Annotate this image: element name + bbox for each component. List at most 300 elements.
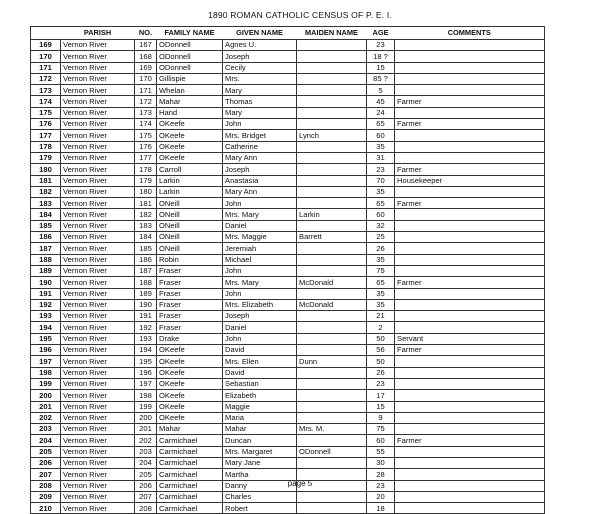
age-cell: 32: [367, 220, 395, 231]
parish-cell: Vernon River: [61, 480, 135, 491]
parish-cell: Vernon River: [61, 73, 135, 84]
given-name-cell: Sebastian: [223, 378, 297, 389]
maiden-name-cell: ODonnell: [297, 446, 367, 457]
row-number-cell: 173: [31, 85, 61, 96]
comments-cell: Farmer: [395, 164, 545, 175]
household-number-cell: 187: [135, 265, 157, 276]
family-name-cell: OKeefe: [157, 378, 223, 389]
maiden-name-cell: Larkin: [297, 209, 367, 220]
family-name-cell: Carmichael: [157, 480, 223, 491]
table-row: [31, 220, 545, 231]
household-number-cell: 194: [135, 345, 157, 356]
age-cell: 9: [367, 412, 395, 423]
household-number-cell: 190: [135, 299, 157, 310]
row-number-cell: 202: [31, 412, 61, 423]
maiden-name-cell: [297, 164, 367, 175]
household-number-cell: 176: [135, 141, 157, 152]
family-name-cell: Carmichael: [157, 503, 223, 514]
table-row: [31, 141, 545, 152]
table-row: [31, 164, 545, 175]
family-name-cell: Fraser: [157, 265, 223, 276]
household-number-cell: 199: [135, 401, 157, 412]
family-name-cell: Fraser: [157, 299, 223, 310]
comments-cell: [395, 141, 545, 152]
comments-cell: Servant: [395, 333, 545, 344]
comments-cell: [395, 412, 545, 423]
maiden-name-cell: [297, 457, 367, 468]
given-name-cell: Michael: [223, 254, 297, 265]
row-number-cell: 204: [31, 435, 61, 446]
parish-cell: Vernon River: [61, 435, 135, 446]
table-row: [31, 345, 545, 356]
maiden-name-cell: [297, 333, 367, 344]
family-name-cell: Fraser: [157, 288, 223, 299]
parish-cell: Vernon River: [61, 277, 135, 288]
household-number-cell: 205: [135, 469, 157, 480]
family-name-cell: Drake: [157, 333, 223, 344]
table-row: [31, 446, 545, 457]
row-number-cell: 209: [31, 491, 61, 502]
maiden-name-cell: [297, 51, 367, 62]
table-row: [31, 198, 545, 209]
parish-cell: Vernon River: [61, 401, 135, 412]
family-name-cell: Carmichael: [157, 457, 223, 468]
age-cell: 23: [367, 164, 395, 175]
age-cell: 60: [367, 209, 395, 220]
parish-cell: Vernon River: [61, 198, 135, 209]
maiden-name-cell: [297, 175, 367, 186]
table-row: [31, 378, 545, 389]
given-name-cell: Mary: [223, 107, 297, 118]
household-number-cell: 206: [135, 480, 157, 491]
table-row: [31, 254, 545, 265]
age-cell: 24: [367, 107, 395, 118]
comments-cell: [395, 356, 545, 367]
given-name-cell: David: [223, 345, 297, 356]
comments-cell: [395, 209, 545, 220]
parish-cell: Vernon River: [61, 345, 135, 356]
comments-cell: [395, 424, 545, 435]
maiden-name-cell: [297, 390, 367, 401]
column-header-row-number: [31, 27, 61, 40]
age-cell: 70: [367, 175, 395, 186]
parish-cell: Vernon River: [61, 209, 135, 220]
age-cell: 35: [367, 288, 395, 299]
age-cell: 65: [367, 198, 395, 209]
family-name-cell: OKeefe: [157, 401, 223, 412]
row-number-cell: 180: [31, 164, 61, 175]
family-name-cell: OKeefe: [157, 130, 223, 141]
household-number-cell: 167: [135, 40, 157, 51]
parish-cell: Vernon River: [61, 457, 135, 468]
age-cell: 65: [367, 119, 395, 130]
table-row: [31, 40, 545, 51]
comments-cell: [395, 243, 545, 254]
age-cell: 60: [367, 435, 395, 446]
comments-cell: [395, 130, 545, 141]
table-row: [31, 209, 545, 220]
row-number-cell: 207: [31, 469, 61, 480]
parish-cell: Vernon River: [61, 424, 135, 435]
row-number-cell: 171: [31, 62, 61, 73]
household-number-cell: 182: [135, 209, 157, 220]
family-name-cell: Fraser: [157, 322, 223, 333]
family-name-cell: ONeill: [157, 209, 223, 220]
family-name-cell: ODonnell: [157, 40, 223, 51]
maiden-name-cell: [297, 85, 367, 96]
comments-cell: [395, 311, 545, 322]
table-row: [31, 243, 545, 254]
age-cell: 60: [367, 130, 395, 141]
comments-cell: Farmer: [395, 119, 545, 130]
table-row: [31, 175, 545, 186]
age-cell: 35: [367, 141, 395, 152]
comments-cell: Farmer: [395, 277, 545, 288]
parish-cell: Vernon River: [61, 152, 135, 163]
table-row: [31, 412, 545, 423]
family-name-cell: OKeefe: [157, 119, 223, 130]
comments-cell: Housekeeper: [395, 175, 545, 186]
row-number-cell: 208: [31, 480, 61, 491]
row-number-cell: 203: [31, 424, 61, 435]
household-number-cell: 207: [135, 491, 157, 502]
parish-cell: Vernon River: [61, 367, 135, 378]
household-number-cell: 181: [135, 198, 157, 209]
parish-cell: Vernon River: [61, 186, 135, 197]
table-row: [31, 424, 545, 435]
comments-cell: [395, 85, 545, 96]
family-name-cell: OKeefe: [157, 356, 223, 367]
maiden-name-cell: [297, 345, 367, 356]
maiden-name-cell: [297, 198, 367, 209]
given-name-cell: Duncan: [223, 435, 297, 446]
parish-cell: Vernon River: [61, 356, 135, 367]
household-number-cell: 202: [135, 435, 157, 446]
table-row: [31, 265, 545, 276]
household-number-cell: 168: [135, 51, 157, 62]
given-name-cell: John: [223, 333, 297, 344]
row-number-cell: 192: [31, 299, 61, 310]
row-number-cell: 179: [31, 152, 61, 163]
table-row: [31, 152, 545, 163]
comments-cell: [395, 367, 545, 378]
family-name-cell: ODonnell: [157, 62, 223, 73]
row-number-cell: 199: [31, 378, 61, 389]
parish-cell: Vernon River: [61, 491, 135, 502]
table-row: [31, 186, 545, 197]
family-name-cell: Mahar: [157, 424, 223, 435]
maiden-name-cell: [297, 401, 367, 412]
given-name-cell: David: [223, 367, 297, 378]
age-cell: 17: [367, 390, 395, 401]
family-name-cell: OKeefe: [157, 367, 223, 378]
parish-cell: Vernon River: [61, 107, 135, 118]
parish-cell: Vernon River: [61, 390, 135, 401]
household-number-cell: 204: [135, 457, 157, 468]
maiden-name-cell: Lynch: [297, 130, 367, 141]
row-number-cell: 187: [31, 243, 61, 254]
parish-cell: Vernon River: [61, 85, 135, 96]
maiden-name-cell: [297, 186, 367, 197]
maiden-name-cell: Dunn: [297, 356, 367, 367]
given-name-cell: Danny: [223, 480, 297, 491]
maiden-name-cell: [297, 141, 367, 152]
maiden-name-cell: [297, 73, 367, 84]
given-name-cell: Jeremiah: [223, 243, 297, 254]
table-row: [31, 367, 545, 378]
maiden-name-cell: [297, 265, 367, 276]
age-cell: 35: [367, 299, 395, 310]
comments-cell: [395, 220, 545, 231]
given-name-cell: Cecily: [223, 62, 297, 73]
row-number-cell: 172: [31, 73, 61, 84]
parish-cell: Vernon River: [61, 119, 135, 130]
parish-cell: Vernon River: [61, 322, 135, 333]
household-number-cell: 200: [135, 412, 157, 423]
parish-cell: Vernon River: [61, 265, 135, 276]
given-name-cell: Daniel: [223, 322, 297, 333]
parish-cell: Vernon River: [61, 130, 135, 141]
maiden-name-cell: [297, 322, 367, 333]
age-cell: 26: [367, 243, 395, 254]
parish-cell: Vernon River: [61, 311, 135, 322]
comments-cell: [395, 299, 545, 310]
given-name-cell: Maggie: [223, 401, 297, 412]
row-number-cell: 185: [31, 220, 61, 231]
table-row: [31, 457, 545, 468]
maiden-name-cell: [297, 107, 367, 118]
given-name-cell: Mrs. Maggie: [223, 232, 297, 243]
age-cell: 35: [367, 254, 395, 265]
given-name-cell: Mary Ann: [223, 152, 297, 163]
family-name-cell: OKeefe: [157, 412, 223, 423]
maiden-name-cell: [297, 40, 367, 51]
age-cell: 15: [367, 401, 395, 412]
column-header-age: AGE: [367, 27, 395, 40]
household-number-cell: 186: [135, 254, 157, 265]
column-header-comments: COMMENTS: [395, 27, 545, 40]
household-number-cell: 197: [135, 378, 157, 389]
given-name-cell: John: [223, 265, 297, 276]
row-number-cell: 177: [31, 130, 61, 141]
table-row: [31, 96, 545, 107]
household-number-cell: 195: [135, 356, 157, 367]
maiden-name-cell: Mrs. M.: [297, 424, 367, 435]
maiden-name-cell: [297, 378, 367, 389]
family-name-cell: Carroll: [157, 164, 223, 175]
row-number-cell: 205: [31, 446, 61, 457]
row-number-cell: 176: [31, 119, 61, 130]
comments-cell: [395, 107, 545, 118]
row-number-cell: 195: [31, 333, 61, 344]
family-name-cell: OKeefe: [157, 152, 223, 163]
table-row: [31, 356, 545, 367]
row-number-cell: 191: [31, 288, 61, 299]
maiden-name-cell: [297, 254, 367, 265]
census-table: [30, 26, 545, 514]
maiden-name-cell: [297, 412, 367, 423]
column-header-given-name: GIVEN NAME: [223, 27, 297, 40]
age-cell: 75: [367, 265, 395, 276]
age-cell: 31: [367, 152, 395, 163]
parish-cell: Vernon River: [61, 412, 135, 423]
age-cell: 45: [367, 96, 395, 107]
household-number-cell: 169: [135, 62, 157, 73]
family-name-cell: OKeefe: [157, 345, 223, 356]
household-number-cell: 173: [135, 107, 157, 118]
age-cell: 65: [367, 277, 395, 288]
parish-cell: Vernon River: [61, 254, 135, 265]
comments-cell: [395, 457, 545, 468]
maiden-name-cell: [297, 119, 367, 130]
family-name-cell: ONeill: [157, 243, 223, 254]
family-name-cell: ONeill: [157, 220, 223, 231]
comments-cell: [395, 51, 545, 62]
table-row: [31, 299, 545, 310]
parish-cell: Vernon River: [61, 333, 135, 344]
row-number-cell: 175: [31, 107, 61, 118]
comments-cell: [395, 491, 545, 502]
family-name-cell: Larkin: [157, 175, 223, 186]
parish-cell: Vernon River: [61, 51, 135, 62]
maiden-name-cell: [297, 491, 367, 502]
household-number-cell: 189: [135, 288, 157, 299]
given-name-cell: Mrs. Bridget: [223, 130, 297, 141]
table-header-row: [31, 27, 545, 40]
given-name-cell: Catherine: [223, 141, 297, 152]
parish-cell: Vernon River: [61, 220, 135, 231]
given-name-cell: John: [223, 288, 297, 299]
column-header-no: NO.: [135, 27, 157, 40]
table-row: [31, 401, 545, 412]
given-name-cell: Anastasia: [223, 175, 297, 186]
age-cell: 18 ?: [367, 51, 395, 62]
row-number-cell: 190: [31, 277, 61, 288]
row-number-cell: 201: [31, 401, 61, 412]
household-number-cell: 178: [135, 164, 157, 175]
given-name-cell: Mrs. Elizabeth: [223, 299, 297, 310]
parish-cell: Vernon River: [61, 288, 135, 299]
household-number-cell: 188: [135, 277, 157, 288]
age-cell: 75: [367, 424, 395, 435]
comments-cell: [395, 390, 545, 401]
household-number-cell: 177: [135, 152, 157, 163]
given-name-cell: Thomas: [223, 96, 297, 107]
household-number-cell: 180: [135, 186, 157, 197]
age-cell: 56: [367, 345, 395, 356]
row-number-cell: 182: [31, 186, 61, 197]
family-name-cell: Larkin: [157, 186, 223, 197]
age-cell: 26: [367, 367, 395, 378]
row-number-cell: 193: [31, 311, 61, 322]
column-header-parish: PARISH: [61, 27, 135, 40]
parish-cell: Vernon River: [61, 243, 135, 254]
maiden-name-cell: [297, 311, 367, 322]
given-name-cell: Mary: [223, 85, 297, 96]
comments-cell: [395, 232, 545, 243]
comments-cell: Farmer: [395, 96, 545, 107]
age-cell: 18: [367, 503, 395, 514]
comments-cell: [395, 254, 545, 265]
household-number-cell: 191: [135, 311, 157, 322]
maiden-name-cell: [297, 96, 367, 107]
given-name-cell: Agnes U.: [223, 40, 297, 51]
row-number-cell: 194: [31, 322, 61, 333]
table-row: [31, 62, 545, 73]
given-name-cell: Martha: [223, 469, 297, 480]
table-body: [31, 40, 545, 514]
row-number-cell: 184: [31, 209, 61, 220]
given-name-cell: Daniel: [223, 220, 297, 231]
given-name-cell: Joseph: [223, 311, 297, 322]
age-cell: 35: [367, 186, 395, 197]
table-row: [31, 333, 545, 344]
given-name-cell: Mrs. Ellen: [223, 356, 297, 367]
household-number-cell: 174: [135, 119, 157, 130]
household-number-cell: 192: [135, 322, 157, 333]
age-cell: 25: [367, 232, 395, 243]
given-name-cell: Mrs. Mary: [223, 209, 297, 220]
row-number-cell: 188: [31, 254, 61, 265]
parish-cell: Vernon River: [61, 96, 135, 107]
given-name-cell: Elizabeth: [223, 390, 297, 401]
family-name-cell: Fraser: [157, 311, 223, 322]
family-name-cell: Carmichael: [157, 435, 223, 446]
age-cell: 85 ?: [367, 73, 395, 84]
given-name-cell: Robert: [223, 503, 297, 514]
family-name-cell: Robin: [157, 254, 223, 265]
given-name-cell: Mrs. Mary: [223, 277, 297, 288]
table-row: [31, 390, 545, 401]
table-row: [31, 232, 545, 243]
comments-cell: [395, 152, 545, 163]
comments-cell: Farmer: [395, 198, 545, 209]
column-header-family-name: FAMILY NAME: [157, 27, 223, 40]
row-number-cell: 178: [31, 141, 61, 152]
age-cell: 28: [367, 469, 395, 480]
parish-cell: Vernon River: [61, 40, 135, 51]
table-row: [31, 73, 545, 84]
maiden-name-cell: McDonald: [297, 299, 367, 310]
maiden-name-cell: [297, 288, 367, 299]
comments-cell: [395, 378, 545, 389]
age-cell: 30: [367, 457, 395, 468]
maiden-name-cell: [297, 503, 367, 514]
row-number-cell: 169: [31, 40, 61, 51]
given-name-cell: Mary Ann: [223, 186, 297, 197]
parish-cell: Vernon River: [61, 175, 135, 186]
household-number-cell: 171: [135, 85, 157, 96]
comments-cell: [395, 288, 545, 299]
page-title: 1890 ROMAN CATHOLIC CENSUS OF P. E. I.: [208, 10, 392, 20]
household-number-cell: 198: [135, 390, 157, 401]
given-name-cell: Joseph: [223, 51, 297, 62]
household-number-cell: 172: [135, 96, 157, 107]
given-name-cell: Joseph: [223, 164, 297, 175]
parish-cell: Vernon River: [61, 299, 135, 310]
family-name-cell: OKeefe: [157, 390, 223, 401]
household-number-cell: 183: [135, 220, 157, 231]
age-cell: 2: [367, 322, 395, 333]
age-cell: 50: [367, 356, 395, 367]
given-name-cell: John: [223, 119, 297, 130]
family-name-cell: Carmichael: [157, 491, 223, 502]
row-number-cell: 170: [31, 51, 61, 62]
given-name-cell: Mary Jane: [223, 457, 297, 468]
comments-cell: [395, 322, 545, 333]
age-cell: 21: [367, 311, 395, 322]
comments-cell: [395, 401, 545, 412]
